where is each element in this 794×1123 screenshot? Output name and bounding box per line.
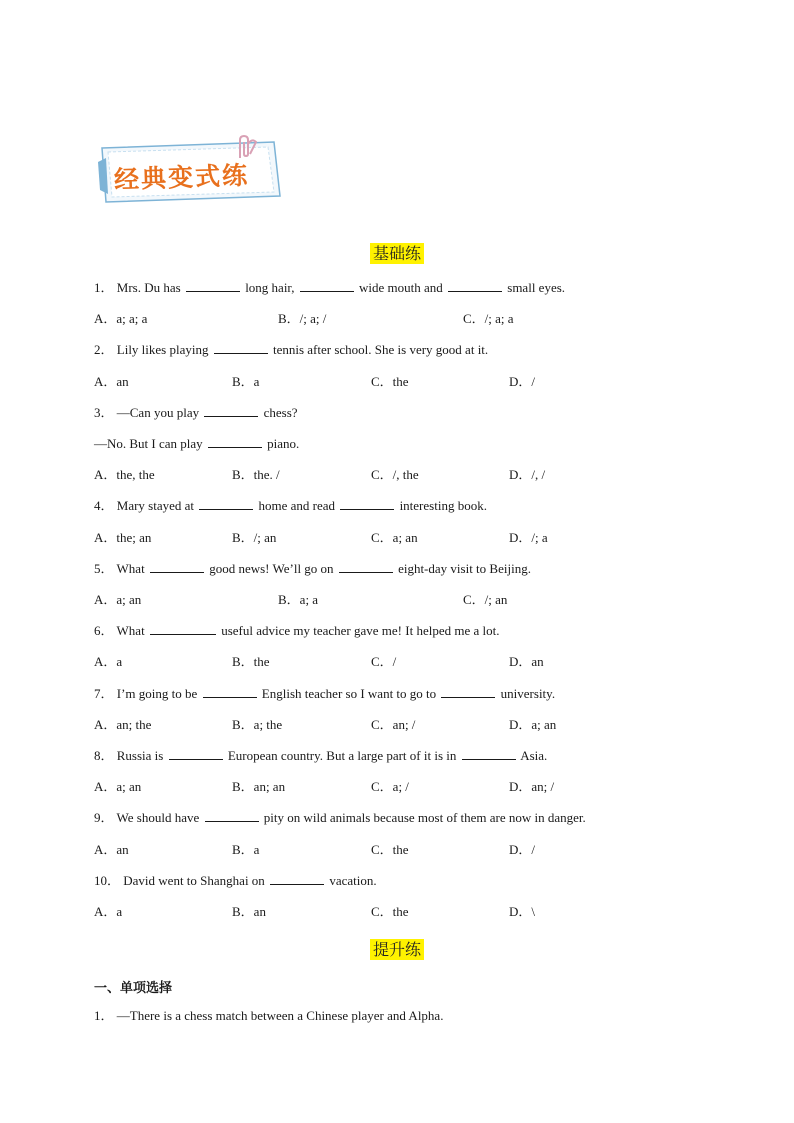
question-number: 5． [94, 561, 114, 576]
answer-blank [199, 498, 253, 510]
question-text: good news! We’ll go on [209, 561, 334, 576]
option-b[interactable]: B．a [232, 842, 260, 857]
question-text: Russia is [116, 748, 164, 763]
option-c[interactable]: C．a; an [371, 530, 418, 545]
option-a[interactable]: A．the; an [94, 530, 152, 545]
option-c[interactable]: C．/; an [463, 592, 508, 607]
question-text: piano. [267, 436, 300, 451]
option-a[interactable]: A．a; an [94, 779, 142, 794]
question-text: We should have [116, 810, 200, 825]
question-1 [94, 280, 565, 296]
question-10 [94, 873, 377, 889]
answer-blank [441, 686, 495, 698]
question-text: Lily likes playing [116, 342, 209, 357]
option-d[interactable]: D．/, / [509, 467, 546, 482]
option-b[interactable]: B．an [232, 904, 266, 919]
section-title-advanced [0, 937, 794, 960]
question-text: Mary stayed at [116, 498, 195, 513]
option-c[interactable]: C．the [371, 842, 409, 857]
option-b[interactable]: B．the. / [232, 467, 280, 482]
question-number: 3． [94, 405, 114, 420]
question-text: Asia. [520, 748, 548, 763]
option-c[interactable]: C．a; / [371, 779, 409, 794]
option-b[interactable]: B．the [232, 654, 270, 669]
option-c[interactable]: C．/; a; a [463, 311, 514, 326]
option-b[interactable]: B．a; the [232, 717, 283, 732]
answer-blank [150, 623, 216, 635]
question-number: 2． [94, 342, 114, 357]
question-text: useful advice my teacher gave me! It helped me a lot. [221, 623, 500, 638]
answer-blank [214, 342, 268, 354]
question-text: small eyes. [507, 280, 566, 295]
option-a[interactable]: A．a [94, 904, 123, 919]
question-text: —Can you play [116, 405, 200, 420]
question-text: interesting book. [399, 498, 487, 513]
question-text: —There is a chess match between a Chinese player and Alpha. [116, 1008, 444, 1023]
question-text: Mrs. Du has [116, 280, 181, 295]
question-text: vacation. [329, 873, 377, 888]
option-a[interactable]: A．an; the [94, 717, 152, 732]
question-text: David went to Shanghai on [123, 873, 265, 888]
question-text: English teacher so I want to go to [261, 686, 437, 701]
answer-blank [340, 498, 394, 510]
option-d[interactable]: D．an [509, 654, 544, 669]
question-4 [94, 498, 487, 514]
question-text: home and read [258, 498, 336, 513]
question-6 [94, 623, 499, 639]
option-d[interactable]: D．\ [509, 904, 536, 919]
option-c[interactable]: C．/, the [371, 467, 419, 482]
question-text: chess? [263, 405, 298, 420]
section-banner [96, 134, 286, 208]
question-text: What [116, 623, 145, 638]
question-text: I’m going to be [116, 686, 198, 701]
option-b[interactable]: B．/; a; / [278, 311, 327, 326]
question-9 [94, 810, 586, 826]
option-c[interactable]: C．the [371, 904, 409, 919]
question-number: 7． [94, 686, 114, 701]
option-a[interactable]: A．an [94, 842, 129, 857]
answer-blank [300, 280, 354, 292]
answer-blank [186, 280, 240, 292]
option-a[interactable]: A．a; a; a [94, 311, 148, 326]
option-c[interactable]: C．the [371, 374, 409, 389]
banner-title: 经典变式练 [113, 160, 250, 195]
section-title-basic-label: 基础练 [370, 243, 424, 264]
question-text: What [116, 561, 145, 576]
question-text: tennis after school. She is very good at it. [272, 342, 489, 357]
option-d[interactable]: D．an; / [509, 779, 555, 794]
answer-blank [208, 436, 262, 448]
advanced-question-1 [94, 1008, 443, 1024]
question-5 [94, 561, 531, 577]
option-a[interactable]: A．the, the [94, 467, 155, 482]
answer-blank [150, 561, 204, 573]
option-c[interactable]: C．an; / [371, 717, 416, 732]
question-8 [94, 748, 547, 764]
answer-blank [339, 561, 393, 573]
question-text: wide mouth and [359, 280, 443, 295]
option-a[interactable]: A．an [94, 374, 129, 389]
option-a[interactable]: A．a [94, 654, 123, 669]
question-number: 1． [94, 280, 114, 295]
section-title-advanced-label: 提升练 [370, 939, 424, 960]
question-number: 6． [94, 623, 114, 638]
question-3-line-2 [94, 436, 299, 452]
question-text: —No. But I can play [94, 436, 203, 451]
option-d[interactable]: D．a; an [509, 717, 557, 732]
answer-blank [270, 873, 324, 885]
question-3 [94, 405, 298, 421]
question-number: 1． [94, 1008, 114, 1023]
answer-blank [203, 686, 257, 698]
option-a[interactable]: A．a; an [94, 592, 142, 607]
option-c[interactable]: C．/ [371, 654, 397, 669]
question-text: long hair, [245, 280, 295, 295]
option-b[interactable]: B．a [232, 374, 260, 389]
option-b[interactable]: B．a; a [278, 592, 319, 607]
answer-blank [448, 280, 502, 292]
question-2 [94, 342, 488, 358]
question-text: eight-day visit to Beijing. [398, 561, 531, 576]
option-b[interactable]: B．an; an [232, 779, 286, 794]
answer-blank [204, 405, 258, 417]
question-number: 4． [94, 498, 114, 513]
question-7 [94, 686, 555, 702]
part-heading: 一、单项选择 [94, 981, 173, 996]
question-number: 10． [94, 873, 121, 888]
question-text: European country. But a large part of it is in [227, 748, 457, 763]
option-d[interactable]: D．/ [509, 374, 536, 389]
question-text: university. [500, 686, 556, 701]
section-title-basic [0, 241, 794, 264]
answer-blank [205, 810, 259, 822]
answer-blank [169, 748, 223, 760]
option-b[interactable]: B．/; an [232, 530, 277, 545]
question-text: pity on wild animals because most of them are now in danger. [263, 810, 586, 825]
answer-blank [462, 748, 516, 760]
option-d[interactable]: D．/ [509, 842, 536, 857]
option-d[interactable]: D．/; a [509, 530, 548, 545]
question-number: 8． [94, 748, 114, 763]
question-number: 9． [94, 810, 114, 825]
